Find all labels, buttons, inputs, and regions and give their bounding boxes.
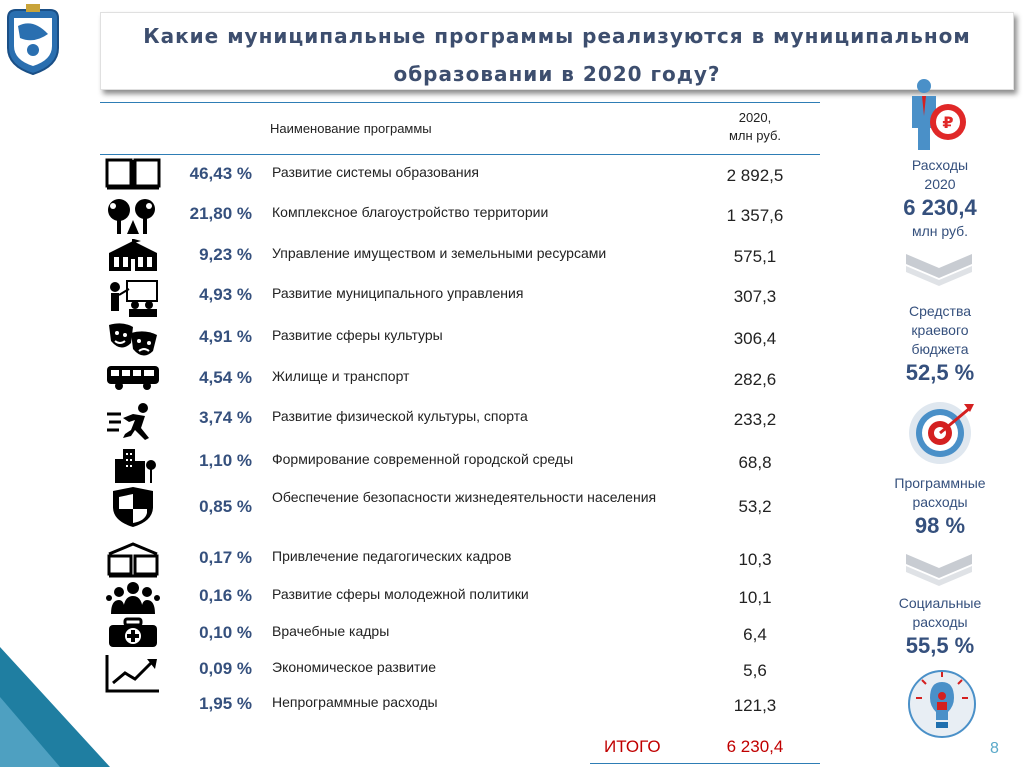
row-percent: 4,91 % [199,327,252,346]
page-title-line1: Какие муниципальные программы реализуются в муниципальном [143,24,971,48]
row-value: 1 357,6 [726,206,784,225]
row-percent: 1,10 % [199,451,252,470]
program-value: 98 % [914,513,966,538]
regional-label-1: Средства [908,303,972,319]
header-bottom-rule [100,154,820,155]
page-number: 8 [990,740,999,757]
row-program-name: Экономическое развитие [272,659,437,675]
lightbulb-people-icon [908,666,976,742]
target-icon [904,400,978,466]
social-expenses-panel [860,594,1020,660]
row-value: 306,4 [733,329,777,348]
row-program-name: Привлечение педагогических кадров [272,548,512,564]
row-program-name: Формирование современной городской среды [272,451,574,467]
row-program-name: Обеспечение безопасности жизнедеятельности населения [272,489,657,505]
row-percent: 0,17 % [199,548,252,567]
row-value: 307,3 [733,287,777,306]
row-percent: 0,10 % [199,623,252,642]
businessman-ruble-icon [902,76,974,152]
expenses-label: Расходы [911,157,969,173]
people-icon [105,580,163,621]
row-value: 121,3 [733,696,777,715]
chevron-down-icon-2 [904,552,974,586]
row-program-name: Врачебные кадры [272,623,390,639]
growth-chart-icon [105,653,163,698]
page-title-line2: образовании в 2020 году? [393,62,721,86]
open-book-icon [105,542,163,583]
program-label-2: расходы [912,494,968,510]
row-percent: 0,09 % [199,659,252,678]
row-value: 10,1 [738,588,772,607]
row-percent: 9,23 % [199,245,252,264]
row-program-name: Развитие сферы молодежной политики [272,586,529,602]
header-program-name: Наименование программы [270,121,432,136]
row-program-name: Развитие муниципального управления [272,285,524,301]
runner-icon [105,402,163,447]
social-value: 55,5 % [905,633,975,658]
row-value: 5,6 [743,661,767,680]
total-label: ИТОГО [604,737,661,756]
book-icon [105,158,163,195]
row-program-name: Комплексное благоустройство территории [272,204,549,220]
regional-label-3: бюджета [911,341,969,357]
city-icon [105,445,163,490]
regional-budget-panel [860,302,1020,387]
shield-icon [105,487,163,532]
row-percent: 21,80 % [189,204,252,223]
row-program-name: Непрограммные расходы [272,694,438,710]
total-value: 6 230,4 [726,737,784,756]
total-rule [590,763,820,764]
expenses-panel [860,156,1020,240]
trees-icon [105,198,163,241]
row-program-name: Жилище и транспорт [272,368,410,384]
row-program-name: Управление имуществом и земельными ресурсами [272,245,607,261]
row-value: 10,3 [738,550,772,569]
row-value: 282,6 [733,370,777,389]
medical-kit-icon [105,617,163,654]
coat-of-arms-logo [4,4,62,76]
row-percent: 3,74 % [199,408,252,427]
row-percent: 46,43 % [189,164,252,183]
regional-label-2: краевого [911,322,969,338]
title-box [100,12,1014,90]
social-label-2: расходы [912,614,968,630]
header-year-value: 2020, [738,110,772,125]
row-percent: 1,95 % [199,694,252,713]
corner-decoration-light [0,697,60,767]
chevron-down-icon [904,252,974,286]
program-expenses-panel [860,474,1020,540]
meeting-icon [105,279,163,322]
row-percent: 0,16 % [199,586,252,605]
row-value: 68,8 [738,453,772,472]
building-icon [105,239,163,278]
svg-text:₽: ₽ [942,113,954,132]
header-year [700,109,810,145]
theatre-masks-icon [105,321,163,364]
program-label-1: Программные [894,475,986,491]
expenses-year: 2020 [924,176,956,192]
row-program-name: Развитие системы образования [272,164,479,180]
row-percent: 4,54 % [199,368,252,387]
expenses-value: 6 230,4 [903,195,977,220]
row-program-name: Развитие сферы культуры [272,327,443,343]
row-value: 575,1 [733,247,777,266]
row-percent: 0,85 % [199,497,252,516]
row-value: 2 892,5 [726,166,784,185]
expenses-unit: млн руб. [911,223,969,239]
row-value: 6,4 [743,625,767,644]
row-value: 233,2 [733,410,777,429]
table-top-rule [100,102,820,103]
row-program-name: Развитие физической культуры, спорта [272,408,528,424]
row-value: 53,2 [738,497,772,516]
social-label-1: Социальные [898,595,982,611]
header-year-unit: млн руб. [728,128,782,143]
bus-icon [105,362,163,397]
regional-value: 52,5 % [905,360,975,385]
row-percent: 4,93 % [199,285,252,304]
